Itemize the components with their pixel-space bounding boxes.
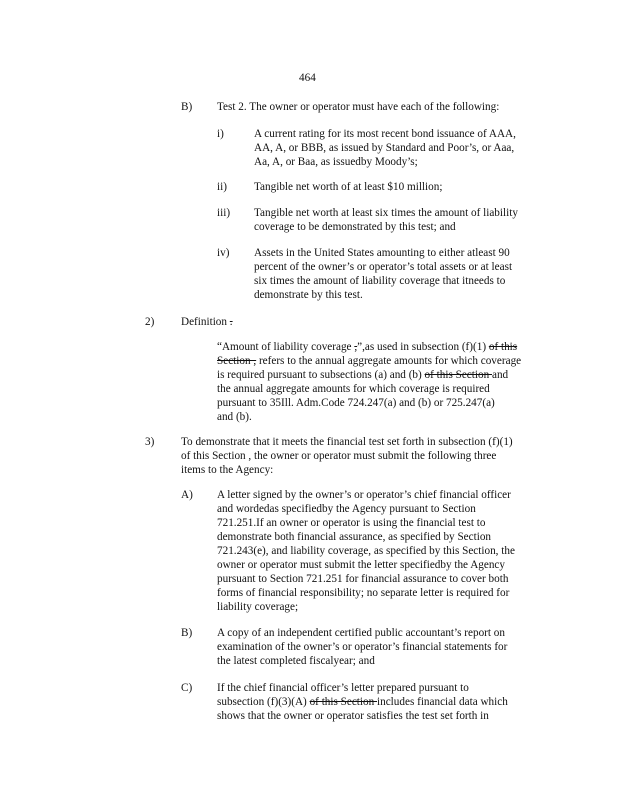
item-text: A letter signed by the owner’s or operator’s chief financial officer and wordedas specifiedby the Agency pursuant to Section 721.251.If an owner or operator is using the financial test to demonstrate both financial assurance, as specified by Section 721.243(e), and liability coverage, as specified by this Section, the owner or operator must submit the letter specifiedby the Agency pursuant to Section 721.251 for financial assurance to cover both forms of financial responsibility; no separate letter is required for liability coverage; [217,489,515,613]
subitem-text: Assets in the United States amounting to either atleast 90 percent of the owner’s or operator’s total assets or at least six times the amount of liability coverage that itneeds to demonstrate by this test. [254,247,513,301]
subitem-label: iv) [217,247,230,259]
subitem-label: iii) [217,207,231,219]
struck-text: , [354,341,358,353]
item-label: C) [181,682,193,694]
item-text: A copy of an independent certified public accountant’s report on examination of the owner’s or operator’s financial statements for the latest completed fiscalyear; and [217,627,508,667]
subitem-text: A current rating for its most recent bond issuance of AAA, AA, A, or BBB, as issued by Standard and Poor’s, or Aaa, Aa, A, or Baa, as issuedby Moody’s; [254,128,516,168]
item-label: A) [181,489,193,501]
subitem-text: Tangible net worth at least six times the amount of liability coverage to be demonstrated by this test; and [254,207,518,233]
section-number: 3) [145,436,155,448]
struck-text: Section , [217,355,257,367]
item-text: If the chief financial officer’s letter prepared pursuant to subsection (f)(3)(A) of this Section includes financial data which shows that the owner or operator satisfies the test set forth in [217,682,508,722]
subitem-text: Tangible net worth of at least $10 million; [254,181,443,193]
section-number: 2) [145,316,155,328]
subitem-label: ii) [217,181,227,193]
page-number: 464 [299,72,316,84]
demonstrate-intro: To demonstrate that it meets the financial test set forth in subsection (f)(1) of this Section , the owner or operator must submit the following three items to the Agency: [181,436,513,476]
definition-paragraph: “Amount of liability coverage ,”,as used in subsection (f)(1) of this Section , refers to the annual aggregate amounts for which coverage is required pursuant to subsections (a) and (b) of this Section and the annual aggregate amounts for which coverage is required pursuant to 35Ill. Adm.Code 724.247(a) and (b) or 725.247(a) and (b). [217,341,522,423]
definition-heading: Definition . [181,316,233,328]
struck-text: of this [488,341,518,353]
item-label: B) [181,627,193,639]
item-label: B) [181,101,193,113]
test2-intro: Test 2. The owner or operator must have each of the following: [217,101,500,113]
struck-text: . [229,316,233,328]
struck-text: of this Section [309,696,378,708]
subitem-label: i) [217,128,224,140]
struck-text: of this Section [424,369,492,381]
